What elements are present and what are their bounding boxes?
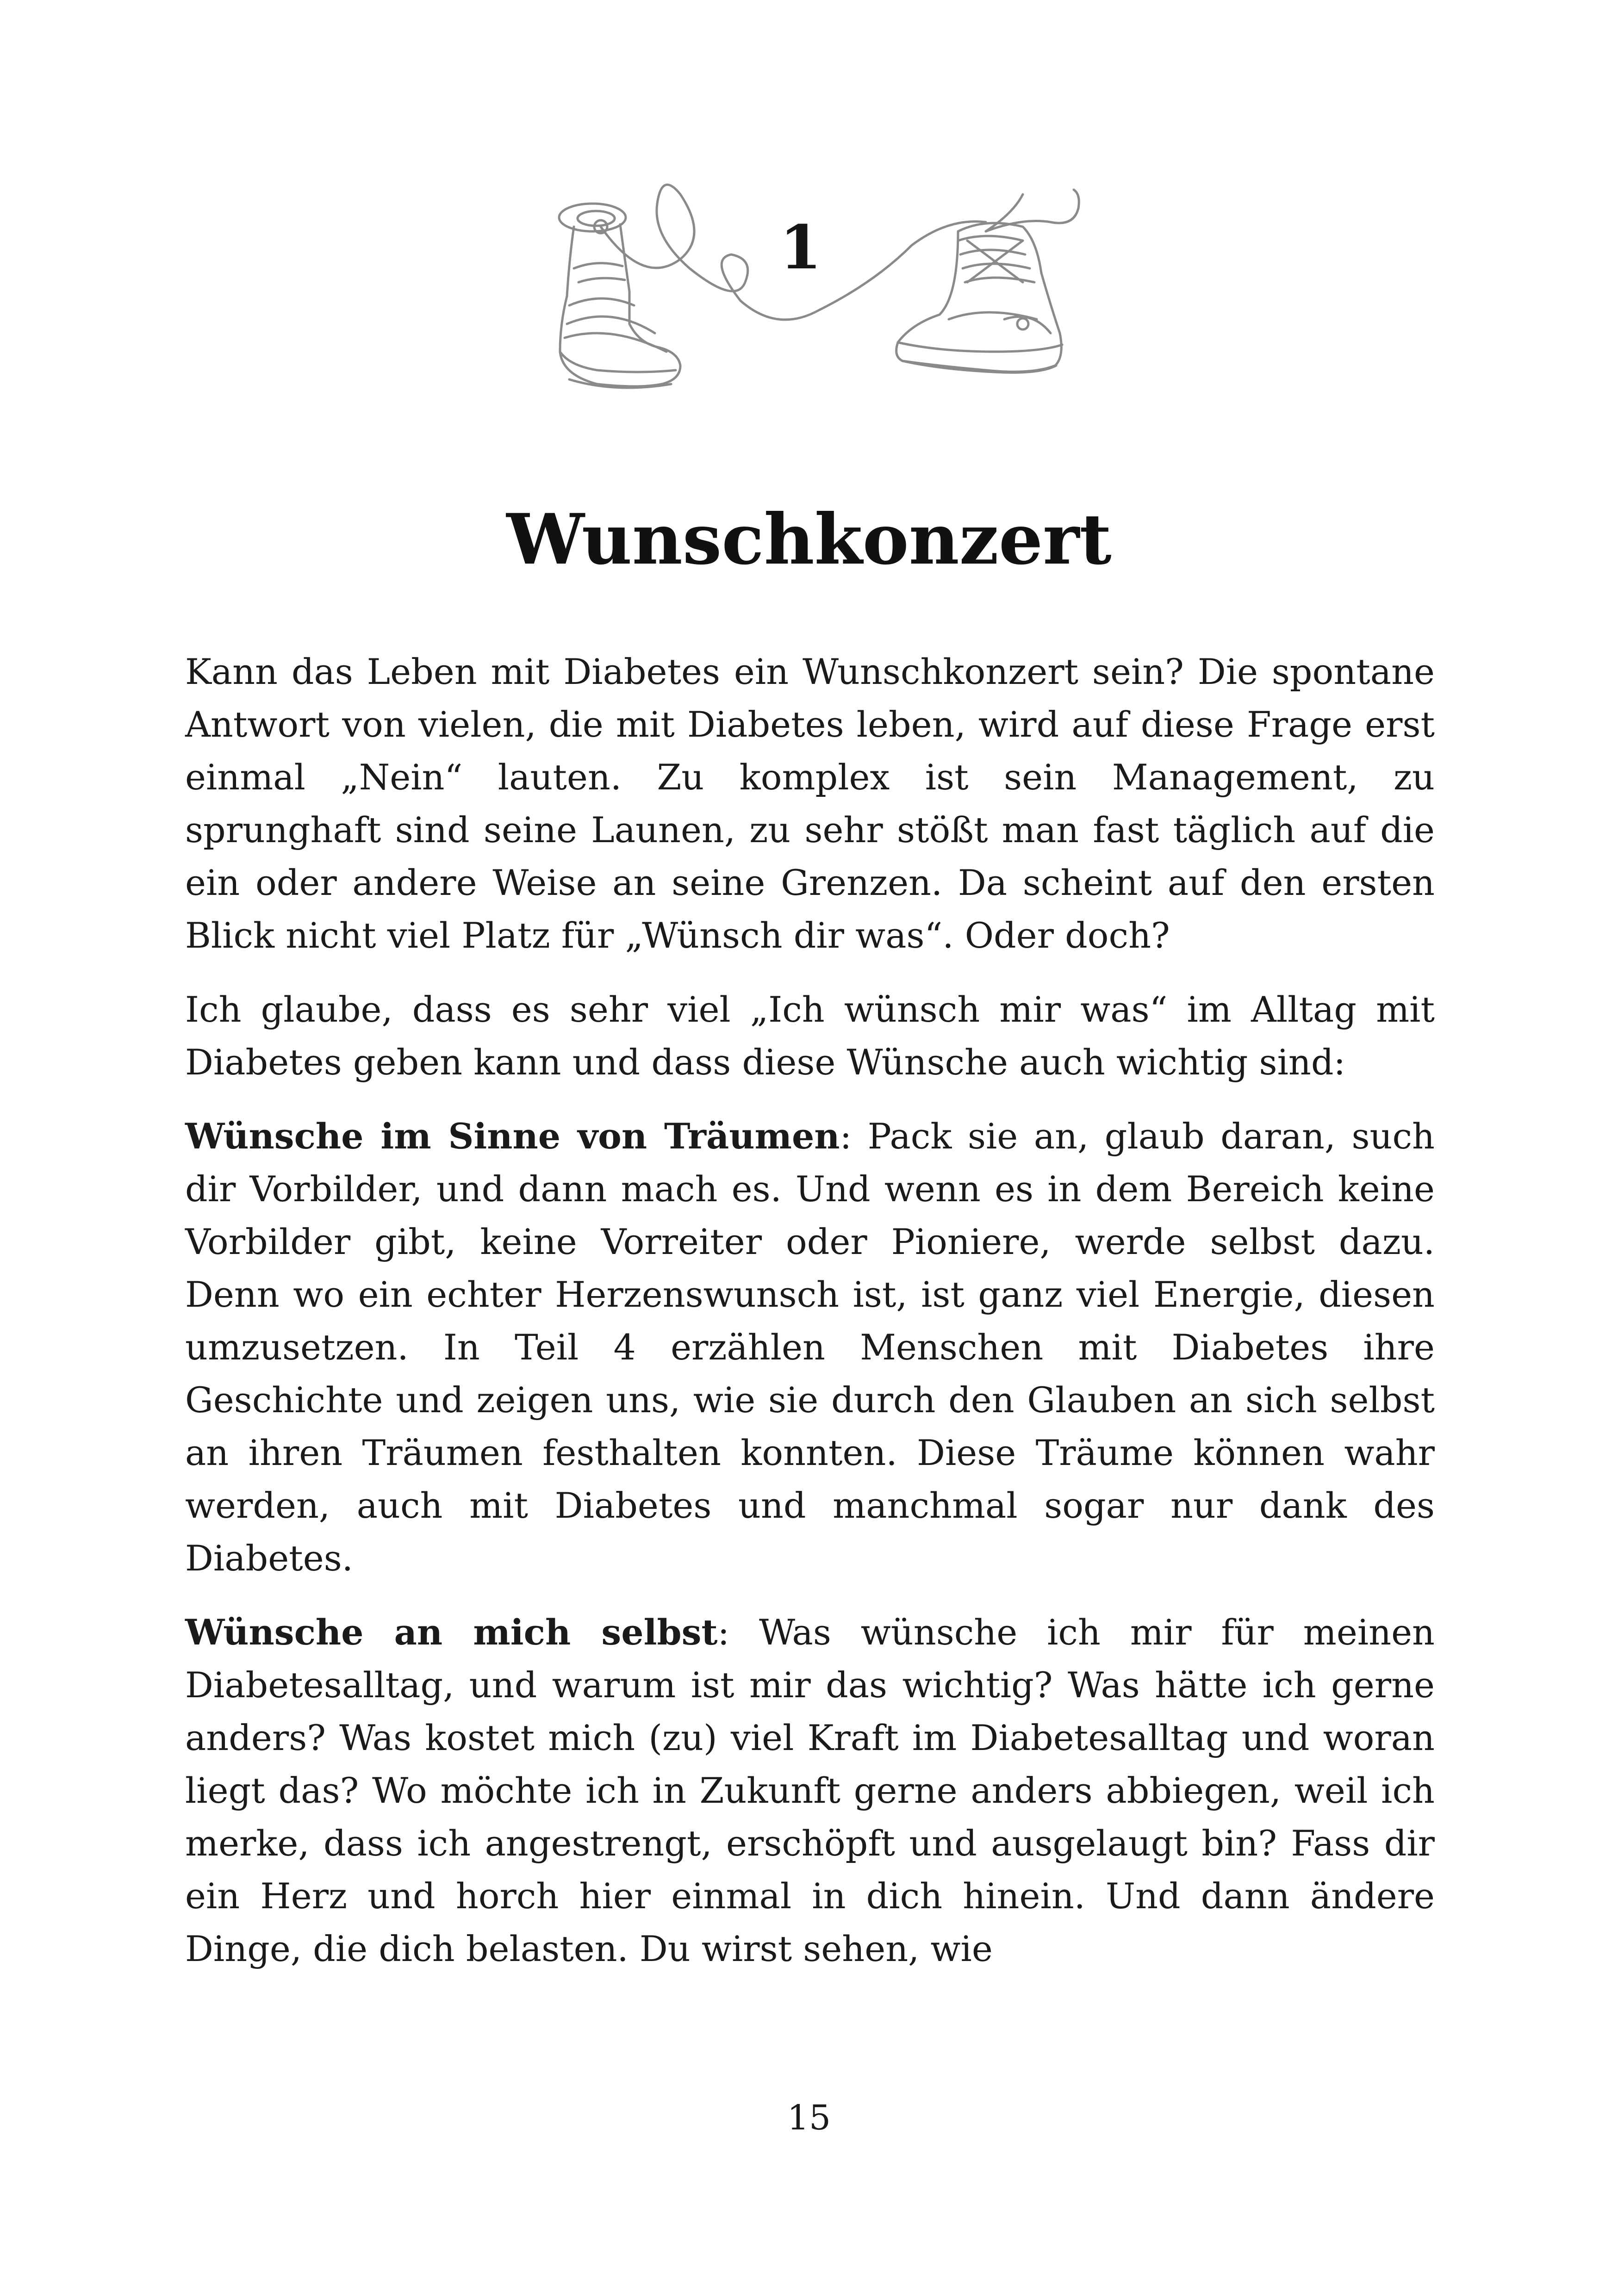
paragraph-intro: Kann das Leben mit Diabetes ein Wunschkonzert sein? Die spontane Antwort von vielen, die mit Diabetes leben, wird auf diese Frage erst einmal „Nein“ lauten. Zu komplex ist sein Management, zu sprunghaft sind seine Launen, zu sehr stößt man fast täglich auf die ein oder andere Weise an seine Grenzen. Da scheint auf den ersten Blick nicht viel Platz für „Wünsch dir was“. Oder doch?: [185, 651, 1435, 956]
chapter-body: [185, 645, 1435, 1997]
paragraph-self-wishes-heading: Wünsche an mich selbst: [185, 1612, 718, 1653]
paragraph-dreams-text: : Pack sie an, glaub daran, such dir Vorbilder, und dann mach es. Und wenn es in dem Bereich keine Vorbilder gibt, keine Vorreiter oder Pioniere, werde selbst dazu. Denn wo ein echter Herzenswunsch ist, ist ganz viel Energie, diesen umzusetzen. In Teil 4 erzählen Menschen mit Diabetes ihre Geschichte und zeigen uns, wie sie durch den Glauben an sich selbst an ihren Träumen festhalten konnten. Diese Träume können wahr werden, auch mit Diabetes und manchmal sogar nur dank des Diabetes.: [185, 1116, 1435, 1579]
sandal-icon: [559, 204, 680, 388]
chapter-number: 1: [779, 212, 822, 283]
sneaker-icon: [896, 190, 1079, 372]
paragraph-dreams: [185, 1110, 1435, 1585]
chapter-title: Wunschkonzert: [506, 498, 1112, 580]
paragraph-self-wishes: [185, 1606, 1435, 1975]
shoes-illustration: [541, 167, 1088, 407]
paragraph-self-wishes-text: : Was wünsche ich mir für meinen Diabetesalltag, und warum ist mir das wichtig? Was hätte ich gerne anders? Was kostet mich (zu) viel Kraft im Diabetesalltag und woran liegt das? Wo möchte ich in Zukunft gerne anders abbiegen, weil ich merke, dass ich angestrengt, erschöpft und ausgelaugt bin? Fass dir ein Herz und horch hier einmal in dich hinein. Und dann ändere Dinge, die dich belasten. Du wirst sehen, wie: [185, 1612, 1435, 1969]
paragraph-dreams-heading: Wünsche im Sinne von Träumen: [185, 1116, 840, 1157]
paragraph-belief: Ich glaube, dass es sehr viel „Ich wünsch mir was“ im Alltag mit Diabetes geben kann und dass diese Wünsche auch wichtig sind:: [185, 989, 1435, 1083]
page-number: 15: [787, 2098, 831, 2138]
